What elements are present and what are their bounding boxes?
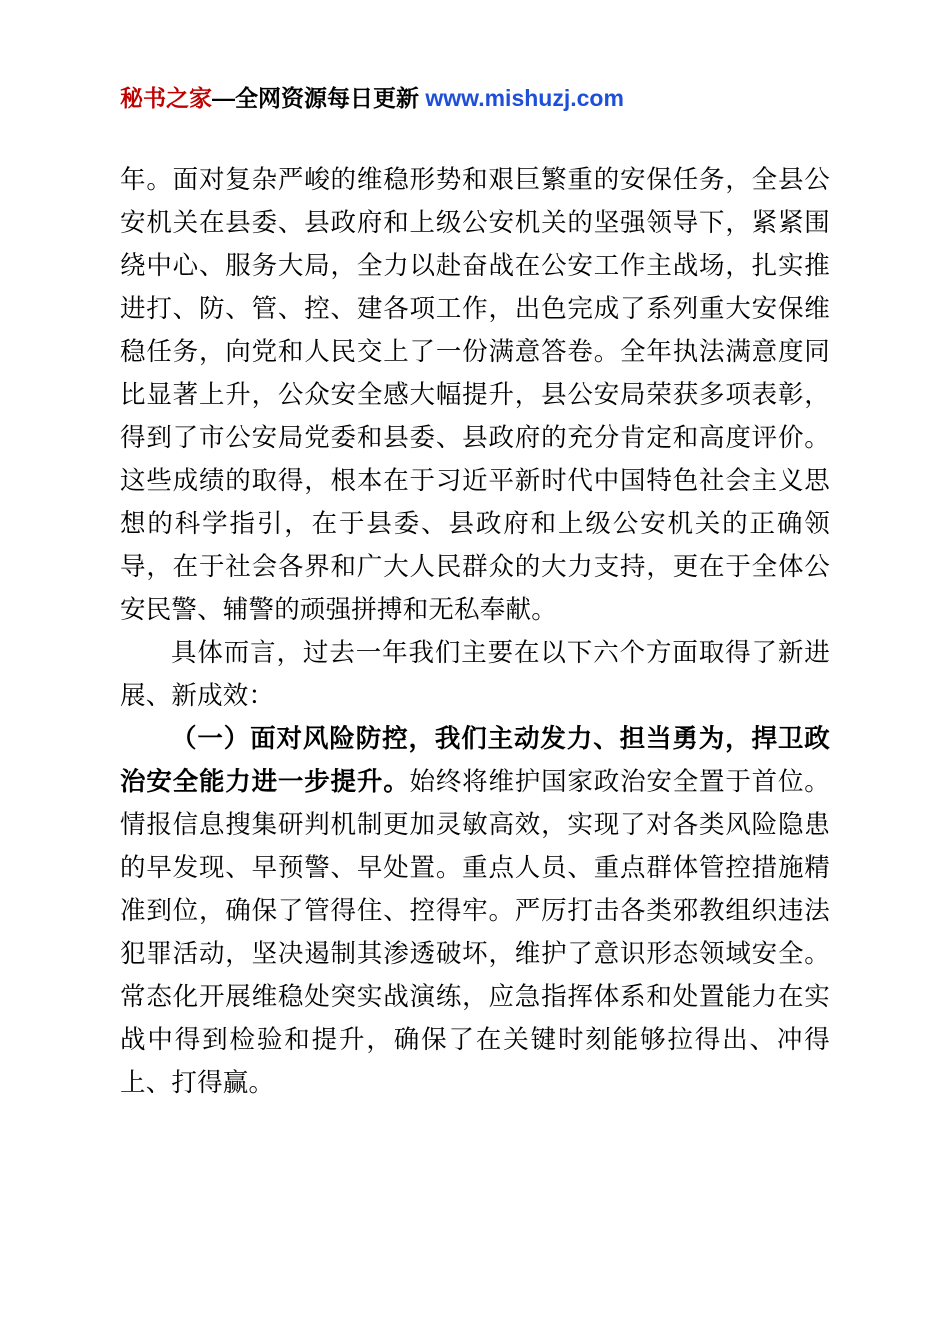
paragraph-3 <box>120 717 830 1104</box>
paragraph-2: 具体而言，过去一年我们主要在以下六个方面取得了新进展、新成效： <box>120 637 830 710</box>
site-header <box>120 0 830 114</box>
site-tagline: —全网资源每日更新 <box>212 85 419 111</box>
site-url[interactable]: www.mishuzj.com <box>425 85 624 111</box>
paragraph-1: 年。面对复杂严峻的维稳形势和艰巨繁重的安保任务，全县公安机关在县委、县政府和上级公安机关的坚强领导下，紧紧围绕中心、服务大局，全力以赴奋战在公安工作主战场，扎实推进打、防、管、控、建各项工作，出色完成了系列重大安保维稳任务，向党和人民交上了一份满意答卷。全年执法满意度同比显著上升，公众安全感大幅提升，县公安局荣获多项表彰，得到了市公安局党委和县委、县政府的充分肯定和高度评价。这些成绩的取得，根本在于习近平新时代中国特色社会主义思想的科学指引，在于县委、县政府和上级公安机关的正确领导，在于社会各界和广大人民群众的大力支持，更在于全体公安民警、辅警的顽强拼搏和无私奉献。 <box>120 164 830 624</box>
section-body-text: 始终将维护国家政治安全置于首位。情报信息搜集研判机制更加灵敏高效，实现了对各类风险隐患的早发现、早预警、早处置。重点人员、重点群体管控措施精准到位，确保了管得住、控得牢。严厉打击各类邪教组织违法犯罪活动，坚决遏制其渗透破坏，维护了意识形态领域安全。常态化开展维稳处突实战演练，应急指挥体系和处置能力在实战中得到检验和提升，确保了在关键时刻能够拉得出、冲得上、打得赢。 <box>120 766 831 1097</box>
site-brand: 秘书之家 <box>120 85 212 111</box>
document-body <box>120 158 830 1104</box>
section-heading-lead: （一）面对风险防控，我们主动发力、担当勇为，捍卫政治安全能力进一步提升。 <box>120 723 830 796</box>
